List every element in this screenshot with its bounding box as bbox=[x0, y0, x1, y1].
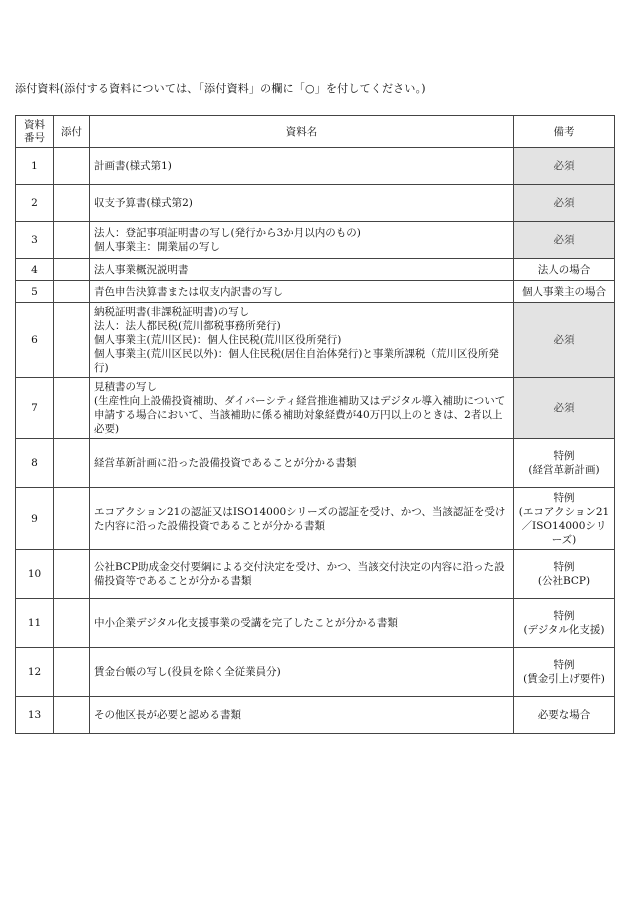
row-number: 10 bbox=[16, 550, 54, 599]
table-row bbox=[16, 281, 615, 303]
remarks-cell: 特例 (経営革新計画) bbox=[514, 439, 615, 488]
attach-check-cell[interactable] bbox=[54, 697, 90, 734]
table-row bbox=[16, 259, 615, 281]
header-attach: 添付 bbox=[54, 116, 90, 148]
document-name-line: 法人：登記事項証明書の写し(発行から3か月以内のもの) bbox=[94, 227, 361, 239]
attach-check-cell[interactable] bbox=[54, 185, 90, 222]
document-name-line: 青色申告決算書または収支内訳書の写し bbox=[94, 285, 283, 298]
table-row bbox=[16, 378, 615, 439]
attach-check-cell[interactable] bbox=[54, 648, 90, 697]
table-row bbox=[16, 185, 615, 222]
document-name bbox=[90, 378, 514, 439]
document-name bbox=[90, 303, 514, 378]
document-name-line: その他区長が必要と認める書類 bbox=[94, 709, 241, 721]
remarks-cell: 必要な場合 bbox=[514, 697, 615, 734]
remarks-cell: 特例 (公社BCP) bbox=[514, 550, 615, 599]
document-name bbox=[90, 259, 514, 281]
attach-check-cell[interactable] bbox=[54, 488, 90, 550]
header-name: 資料名 bbox=[90, 116, 514, 148]
table-row bbox=[16, 648, 615, 697]
document-name-line: 経営革新計画に沿った設備投資であることが分かる書類 bbox=[94, 457, 357, 469]
remarks-cell: 特例 (デジタル化支援) bbox=[514, 599, 615, 648]
document-name bbox=[90, 281, 514, 303]
document-name-line: 納税証明書(非課税証明書)の写し bbox=[94, 306, 250, 318]
document-name-line: 個人事業主(荒川区民)：個人住民税(荒川区役所発行) bbox=[94, 334, 342, 346]
document-name-line: 法人事業概況説明書 bbox=[94, 263, 189, 276]
row-number: 8 bbox=[16, 439, 54, 488]
document-name bbox=[90, 439, 514, 488]
remarks-cell: 特例 (賃金引上げ要件) bbox=[514, 648, 615, 697]
table-row bbox=[16, 599, 615, 648]
attach-check-cell[interactable] bbox=[54, 281, 90, 303]
row-number: 9 bbox=[16, 488, 54, 550]
document-name-line: 公社BCP助成金交付要綱による交付決定を受け、かつ、当該交付決定の内容に沿った設備投資等であることが分かる書類 bbox=[94, 561, 505, 587]
remarks-cell: 必須 bbox=[514, 185, 615, 222]
attach-check-cell[interactable] bbox=[54, 378, 90, 439]
document-name bbox=[90, 599, 514, 648]
header-remarks: 備考 bbox=[514, 116, 615, 148]
remarks-cell: 個人事業主の場合 bbox=[514, 281, 615, 303]
remarks-cell: 必須 bbox=[514, 378, 615, 439]
document-name-line: 個人事業主(荒川区民以外)：個人住民税(居住自治体発行)と事業所課税（荒川区役所発行) bbox=[94, 348, 499, 374]
row-number: 1 bbox=[16, 148, 54, 185]
header-row bbox=[16, 116, 615, 148]
attach-check-cell[interactable] bbox=[54, 222, 90, 259]
document-name-line: エコアクション21の認証又はISO14000シリーズの認証を受け、かつ、当該認証を受けた内容に沿った設備投資であることが分かる書類 bbox=[94, 505, 506, 532]
row-number: 2 bbox=[16, 185, 54, 222]
document-name-line: 賃金台帳の写し(役員を除く全従業員分) bbox=[94, 666, 281, 678]
document-name bbox=[90, 148, 514, 185]
attach-check-cell[interactable] bbox=[54, 550, 90, 599]
row-number: 5 bbox=[16, 281, 54, 303]
document-name bbox=[90, 222, 514, 259]
row-number: 3 bbox=[16, 222, 54, 259]
document-name-line: 計画書(様式第1) bbox=[94, 160, 172, 172]
document-name-line: 個人事業主：開業届の写し bbox=[94, 241, 220, 253]
attach-check-cell[interactable] bbox=[54, 148, 90, 185]
document-name bbox=[90, 488, 514, 550]
remarks-cell: 必須 bbox=[514, 222, 615, 259]
row-number: 7 bbox=[16, 378, 54, 439]
document-name-line: 見積書の写し bbox=[94, 381, 157, 393]
document-name bbox=[90, 550, 514, 599]
attach-check-cell[interactable] bbox=[54, 303, 90, 378]
remarks-cell: 特例 (エコアクション21／ISO14000シリーズ) bbox=[514, 488, 615, 550]
table-row bbox=[16, 550, 615, 599]
attachment-table bbox=[15, 115, 615, 734]
document-name bbox=[90, 697, 514, 734]
table-row bbox=[16, 697, 615, 734]
row-number: 12 bbox=[16, 648, 54, 697]
attach-check-cell[interactable] bbox=[54, 439, 90, 488]
document-name bbox=[90, 648, 514, 697]
attach-check-cell[interactable] bbox=[54, 259, 90, 281]
row-number: 6 bbox=[16, 303, 54, 378]
attachment-heading: 添付資料(添付する資料については、「添付資料」の欄に「○」を付してください。) bbox=[15, 82, 426, 95]
document-name-line: 中小企業デジタル化支援事業の受講を完了したことが分かる書類 bbox=[94, 617, 398, 629]
remarks-cell: 法人の場合 bbox=[514, 259, 615, 281]
table-row bbox=[16, 148, 615, 185]
remarks-cell: 必須 bbox=[514, 303, 615, 378]
row-number: 4 bbox=[16, 259, 54, 281]
document-name-line: 収支予算書(様式第2) bbox=[94, 197, 193, 209]
attach-check-cell[interactable] bbox=[54, 599, 90, 648]
row-number: 13 bbox=[16, 697, 54, 734]
table-row bbox=[16, 222, 615, 259]
row-number: 11 bbox=[16, 599, 54, 648]
table-row bbox=[16, 303, 615, 378]
table-row bbox=[16, 488, 615, 550]
table-row bbox=[16, 439, 615, 488]
document-name bbox=[90, 185, 514, 222]
document-name-line: (生産性向上設備投資補助、ダイバーシティ経営推進補助又はデジタル導入補助について申請する場合において、当該補助に係る補助対象経費が40万円以上のときは、2者以上必要) bbox=[94, 395, 506, 435]
remarks-cell: 必須 bbox=[514, 148, 615, 185]
document-name-line: 法人：法人都民税(荒川都税事務所発行) bbox=[94, 320, 281, 332]
header-no: 資料 番号 bbox=[16, 116, 54, 148]
